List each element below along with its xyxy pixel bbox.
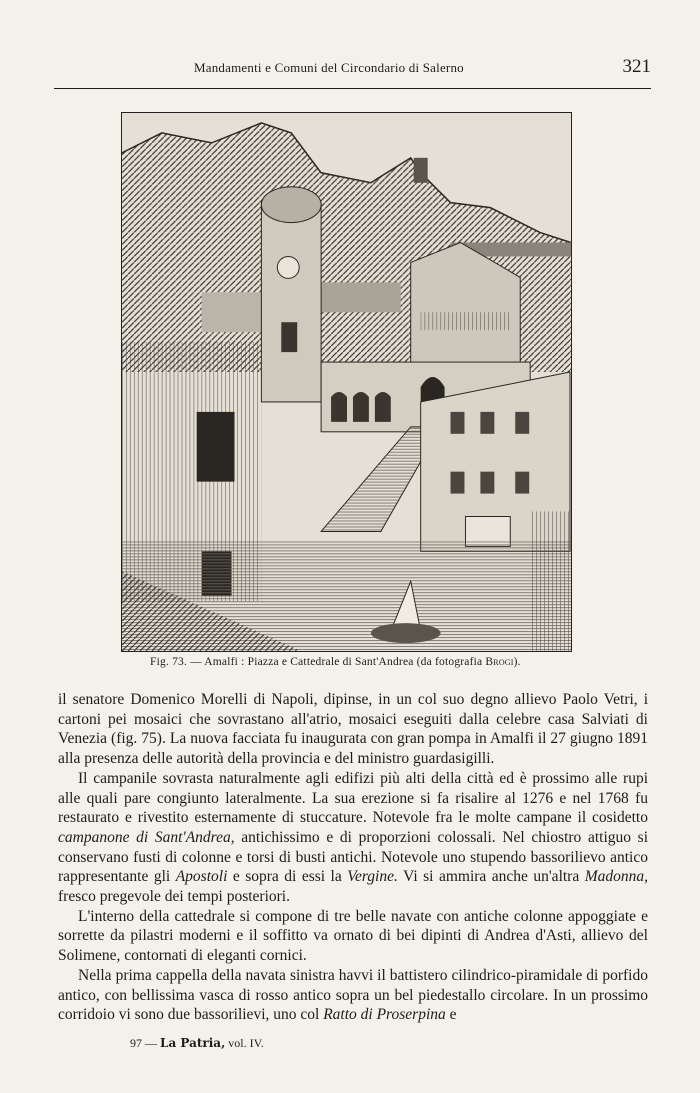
running-title: Mandamenti e Comuni del Circondario di Salerno (194, 60, 464, 75)
page-header (54, 56, 651, 90)
footer-volume: vol. IV. (225, 1036, 264, 1050)
caption-text: Fig. 73. — Amalfi : Piazza e Cattedrale di Sant'Andrea (da fotografia (150, 656, 486, 668)
page-number: 321 (622, 56, 651, 77)
paragraph-1: il senatore Domenico Morelli di Napoli, dipinse, in un col suo degno allievo Paolo Vetri, i cartoni pei mosaici che sovrastano all'atrio, mosaici eseguiti dalla celebre casa Salviati di Venezia (fig. 75). La nuova facciata fu inaugurata con gran pompa in Amalfi il 27 giugno 1891 alla presenza delle autorità della provincia e del ministro guardasigilli. (58, 691, 648, 768)
italic-apostoli: Apostoli (175, 868, 228, 886)
header-rule (54, 88, 651, 89)
italic-vergine: Vergine. (347, 868, 398, 886)
paragraph-3: L'interno della cattedrale si compone di tre belle navate con antiche colonne appoggiate e sorrette da pilastri moderni e il soffitto va ornato di bei dipinti di Andrea d'Asti, allievo del Solimene, contornati di eleganti cornici. (58, 907, 648, 965)
italic-campanone: campanone di Sant'Andrea, (58, 828, 235, 846)
caption-suffix: ). (513, 656, 521, 668)
footer-signature: 97 — (130, 1036, 160, 1050)
engraving-illustration (121, 112, 572, 652)
footer-brand: La Patria, (160, 1036, 226, 1050)
paragraph-2 (58, 769, 648, 907)
paragraph-2-part: Il campanile sovrasta naturalmente agli edifizi più alti della città ed è prossimo alle rupi alle quali pare congiunto lateralmente. La sua erezione si fa risalire al 1276 e nel 1768 fu restaurato e rivestito esternamente di stuccature. Notevole fra le molte campane il cosidetto (58, 769, 648, 827)
paragraph-2-part: antichissimo e di proporzioni colossali. Nel chiostro attiguo si conservano fusti di colonne e torsi di busti antichi. Notevole uno stupendo bassorilievo antico rappresentante gli (58, 828, 648, 886)
paragraph-2-part: Vi si ammira anche un'altra (397, 868, 585, 886)
figure-caption (150, 656, 620, 668)
paragraph-4-part: e (445, 1006, 457, 1024)
paragraph-4-part: Nella prima cappella della navata sinistra havvi il battistero cilindrico-piramidale di porfido antico, con bellissima vasca di rosso antico sopra un bel piedestallo circolare. In un prossimo corridoio vi sono due bassorilievi, uno col (58, 966, 648, 1024)
amalfi-cathedral-engraving (122, 113, 571, 651)
paragraph-2-part: e sopra di essi la (227, 868, 348, 886)
caption-credit: Brogi (485, 656, 514, 668)
paragraph-2-part: fresco pregevole dei tempi posteriori. (58, 888, 290, 906)
italic-madonna: Madonna, (584, 868, 648, 886)
body-text (58, 690, 648, 1025)
italic-proserpina: Ratto di Proserpina (323, 1006, 446, 1024)
paragraph-4 (58, 966, 648, 1025)
page-footer (130, 1036, 264, 1051)
